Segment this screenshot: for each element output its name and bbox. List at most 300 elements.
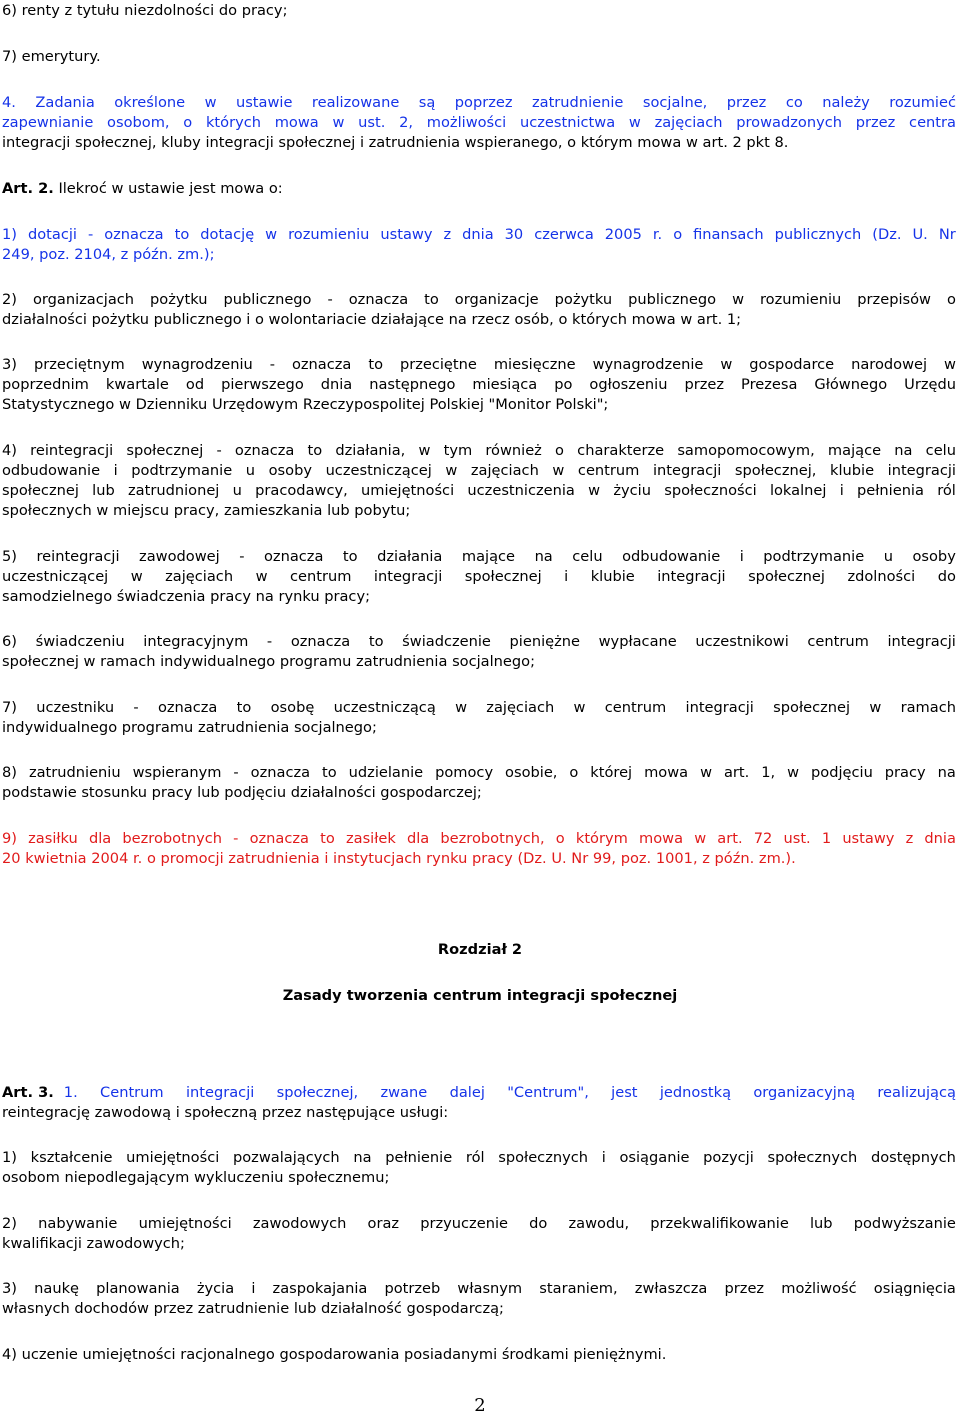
word: kwartale [105, 376, 169, 393]
word: to [342, 548, 358, 565]
word: o [555, 830, 565, 847]
word: którym [575, 830, 628, 847]
word: w [332, 114, 345, 131]
word: tym [443, 442, 473, 459]
word: pieniężne [509, 633, 580, 650]
word: bezrobotnych, [440, 830, 545, 847]
word: - [87, 226, 94, 243]
word: społecznej [748, 568, 825, 585]
word: realizowane [311, 94, 400, 111]
word: u [883, 548, 893, 565]
word: zatrudnieniu [28, 764, 121, 781]
word: uczestniczącej [325, 462, 432, 479]
word: społecznej [464, 568, 542, 585]
word: 30 [504, 226, 524, 243]
word: uczestnictwa [519, 114, 616, 131]
word: ust. [783, 830, 811, 847]
word: zawodowej [139, 548, 220, 565]
word: miesiąca [472, 376, 538, 393]
word: i [564, 568, 569, 585]
article-heading-line [2, 1083, 956, 1103]
word: osoby [912, 548, 956, 565]
word: charakterze [577, 442, 665, 459]
word: organizacyjną [753, 1084, 856, 1101]
word: wynagrodzeniu [141, 356, 253, 373]
word: przepisów [857, 291, 931, 308]
word: zatrudnionej [128, 482, 220, 499]
word: życia [196, 1280, 235, 1297]
word: zapewnianie [2, 114, 94, 131]
word: społecznej [773, 699, 851, 716]
word: ust. [358, 114, 386, 131]
word: przez [724, 1280, 765, 1297]
word: 4. [2, 94, 16, 111]
word: kształcenie [30, 1149, 113, 1166]
word: udzielanie [348, 764, 424, 781]
word: pozwalających [232, 1149, 340, 1166]
word: dla [88, 830, 112, 847]
word: w [204, 94, 217, 111]
word: planowania [96, 1280, 180, 1297]
word: 2) [2, 1215, 17, 1232]
word: pełnienia [857, 482, 924, 499]
word: 3) [2, 1280, 17, 1297]
definition-line: Statystycznego w Dzienniku Urzędowym Rzeczypospolitej Polskiej "Monitor Polski"; [2, 396, 609, 413]
word: 4) [2, 442, 17, 459]
word: narodowej [851, 356, 928, 373]
word: 2) [2, 291, 17, 308]
word: 1) [2, 1149, 17, 1166]
word: dalej [449, 1084, 485, 1101]
word: prowadzonych [736, 114, 842, 131]
word: wypłacane [598, 633, 677, 650]
word: zawodowych [252, 1215, 347, 1232]
word: samopomocowym, [677, 442, 815, 459]
word: zajęciach [165, 568, 234, 585]
word: społecznej, [276, 1084, 359, 1101]
word: oznacza [263, 548, 324, 565]
word: potrzeb [384, 1280, 441, 1297]
word: poprzednim [2, 376, 89, 393]
word: i [113, 462, 118, 479]
word: - [269, 356, 276, 373]
word: których [205, 114, 261, 131]
word: której [590, 764, 633, 781]
word: w [455, 699, 467, 716]
word: art. [717, 830, 743, 847]
word: integracji [685, 699, 754, 716]
word: lub [810, 1215, 833, 1232]
word: oznacza [348, 291, 409, 308]
word: o [673, 226, 683, 243]
word: - [133, 699, 139, 716]
word: społecznych [767, 1149, 858, 1166]
word: co [785, 94, 803, 111]
article-heading-line [2, 179, 283, 199]
word: i [839, 482, 844, 499]
word: pracy [884, 764, 926, 781]
word: 2, [399, 114, 414, 131]
word: Prezesa [741, 376, 798, 393]
word: zatrudnienie [531, 94, 624, 111]
word: po [554, 376, 573, 393]
word: staraniem, [539, 1280, 618, 1297]
word: oznacza [290, 633, 351, 650]
word: - [233, 830, 239, 847]
word: ramach [900, 699, 956, 716]
word: w [869, 699, 882, 716]
word: centrum [604, 699, 667, 716]
word: zaspokajania [272, 1280, 368, 1297]
word: centra [909, 114, 956, 131]
word: dnia [462, 226, 494, 243]
word: to [320, 830, 335, 847]
word: zwane [380, 1084, 428, 1101]
word: w [418, 442, 431, 459]
word: uczestniczenia [467, 482, 575, 499]
word: uczestnikowi [695, 633, 789, 650]
word: oznacza [157, 699, 218, 716]
word: jest [611, 1084, 638, 1101]
word: publicznego [628, 291, 717, 308]
word: podwyższanie [853, 1215, 956, 1232]
word: o [183, 114, 193, 131]
word: bezrobotnych [122, 830, 222, 847]
definition-line [2, 375, 956, 395]
word: przeciętne [399, 356, 477, 373]
word: w [255, 568, 268, 585]
word: przez [855, 114, 896, 131]
definition-line: podstawie stosunku pracy lub podjęciu działalności gospodarczej; [2, 784, 482, 801]
word: w [445, 462, 458, 479]
word: klubie [830, 462, 875, 479]
word: pożytku [554, 291, 613, 308]
word: w [720, 356, 733, 373]
word: w [732, 291, 744, 308]
word: w [787, 764, 800, 781]
definition-line [2, 225, 956, 245]
definition-line: społecznych w miejscu pracy, zamieszkania lub pobytu; [2, 502, 411, 519]
word: to [368, 633, 384, 650]
word: dnia [924, 830, 956, 847]
word: podtrzymanie [131, 462, 233, 479]
word: umiejętności [138, 1215, 232, 1232]
word: to [307, 442, 323, 459]
word: osobę [270, 699, 315, 716]
word: ustawie [235, 94, 293, 111]
word: z [443, 226, 452, 243]
word: ustawy [380, 226, 433, 243]
word: gospodarce [749, 356, 835, 373]
word: społecznych [498, 1149, 589, 1166]
article-number: Art. 2. [2, 180, 54, 197]
paragraph-line [2, 93, 956, 113]
word: to [368, 356, 383, 373]
word: r. [652, 226, 663, 243]
definition-line-amended: 20 kwietnia 2004 r. o promocji zatrudnienia i instytucjach rynku pracy (Dz. U. Nr 99, poz. 1001, z późn. zm.). [2, 850, 796, 867]
word: w [588, 482, 601, 499]
word: w [265, 226, 278, 243]
word: realizującą [877, 1084, 956, 1101]
word: określone [114, 94, 186, 111]
word: centrum [289, 568, 352, 585]
word: U. [912, 226, 928, 243]
word: 72 [753, 830, 773, 847]
word: miesięczne [493, 356, 576, 373]
word: umiejętności [361, 482, 455, 499]
word: następnego [369, 376, 456, 393]
word: - [216, 442, 222, 459]
word: są [418, 94, 436, 111]
word: 5) [2, 548, 17, 565]
word: centrum [807, 633, 869, 650]
word: publicznych [774, 226, 862, 243]
word: celu [572, 548, 603, 565]
word: integracji [185, 1084, 255, 1101]
word: ogłoszeniu [589, 376, 668, 393]
word: - [327, 291, 333, 308]
word: w [694, 830, 707, 847]
list-item [2, 1214, 956, 1234]
word: pracodawcy, [255, 482, 348, 499]
word: oznacza [104, 226, 164, 243]
word: ustawy [842, 830, 895, 847]
word: jednostką [659, 1084, 732, 1101]
word: mające [827, 442, 882, 459]
word: art. [723, 764, 750, 781]
word: oznacza [249, 830, 309, 847]
word: osobom, [107, 114, 170, 131]
word: wynagrodzenie [592, 356, 704, 373]
word: odbudowanie [2, 462, 101, 479]
word: u [245, 462, 256, 479]
word: to [174, 226, 190, 243]
word: w [552, 462, 565, 479]
word: zasiłku [28, 830, 78, 847]
article-body [64, 1083, 956, 1103]
word: naukę [34, 1280, 79, 1297]
word: 1 [821, 830, 832, 847]
word: oraz [367, 1215, 400, 1232]
word: integracji [373, 568, 443, 585]
definition-line [2, 547, 956, 567]
word: z [905, 830, 914, 847]
word: dnia [320, 376, 353, 393]
word: czerwca [534, 226, 594, 243]
word: pozycji [703, 1149, 754, 1166]
word: na [937, 764, 956, 781]
list-item: osobom niepodlegającym wykluczeniu społecznemu; [2, 1169, 390, 1186]
word: w [573, 699, 586, 716]
word: 8) [2, 764, 17, 781]
word: zajęciach [470, 462, 539, 479]
word: organizacje [454, 291, 539, 308]
word: reintegracji [30, 442, 114, 459]
word: przekwalifikowanie [650, 1215, 789, 1232]
word: zdolności [847, 568, 916, 585]
word: własnym [457, 1280, 523, 1297]
word: przeciętnym [33, 356, 125, 373]
word: możliwości [426, 114, 507, 131]
word: poprzez [454, 94, 513, 111]
word: integracji [652, 462, 722, 479]
article-number: Art. 3. [2, 1084, 54, 1101]
word: zawodu, [568, 1215, 630, 1232]
definition-line [2, 481, 956, 501]
word: przez [726, 94, 767, 111]
word: możliwość [781, 1280, 857, 1297]
definition-line [2, 763, 956, 783]
word: u [232, 482, 242, 499]
word: mające [461, 548, 516, 565]
word: życiu [613, 482, 651, 499]
word: reintegracji [36, 548, 120, 565]
word: na [534, 548, 553, 565]
word: należy [822, 94, 870, 111]
definition-line-amended [2, 829, 956, 849]
word: dotację [200, 226, 255, 243]
word: - [233, 764, 239, 781]
word: oznacza [250, 764, 311, 781]
word: ról [465, 1149, 485, 1166]
word: zasiłek [345, 830, 396, 847]
word: Urzędu [904, 376, 956, 393]
word: w [628, 114, 641, 131]
word: lub [92, 482, 115, 499]
paragraph-line: integracji społecznej, kluby integracji społecznej i zatrudnienia wspieranego, o którym mowa w art. 2 pkt 8. [2, 134, 789, 151]
word: mowa [644, 764, 689, 781]
word: Nr [938, 226, 956, 243]
word: o [569, 764, 579, 781]
word: o [946, 291, 956, 308]
word: (Dz. [872, 226, 902, 243]
word: podjęciu [811, 764, 873, 781]
word: - [239, 548, 245, 565]
definition-line [2, 461, 956, 481]
word: społecznej, [734, 462, 817, 479]
word: 1, [761, 764, 776, 781]
list-item [2, 1279, 956, 1299]
definition-line [2, 567, 956, 587]
word: na [353, 1149, 372, 1166]
word: pożytku [150, 291, 208, 308]
word: 6) [2, 633, 17, 650]
word: lokalnej [769, 482, 827, 499]
word: społecznej [126, 442, 204, 459]
word: umiejętności [126, 1149, 220, 1166]
word: świadczeniu [35, 633, 125, 650]
word: socjalne, [642, 94, 708, 111]
word: dla [406, 830, 430, 847]
article-intro: Ilekroć w ustawie jest mowa o: [58, 180, 283, 197]
list-item: własnych dochodów przez zatrudnienie lub działalność gospodarczą; [2, 1300, 504, 1317]
paragraph-line [2, 113, 956, 133]
word: do [529, 1215, 548, 1232]
word: do [937, 568, 956, 585]
word: uczestniczącej [2, 568, 109, 585]
word: podtrzymanie [763, 548, 865, 565]
paragraph-line: reintegrację zawodową i społeczną przez następujące usługi: [2, 1104, 449, 1121]
word: społecznej [2, 482, 79, 499]
word: Głównego [814, 376, 888, 393]
word: mowa [274, 114, 319, 131]
word: świadczenie [402, 633, 491, 650]
word: również [485, 442, 542, 459]
word: Zadania [35, 94, 95, 111]
word: uczestniku [36, 699, 115, 716]
word: klubie [590, 568, 635, 585]
definition-line: samodzielnego świadczenia pracy na rynku pracy; [2, 588, 371, 605]
word: - [266, 633, 273, 650]
word: uczestniczącą [333, 699, 436, 716]
definition-line [2, 441, 956, 461]
word: oznacza [234, 442, 295, 459]
word: w [944, 356, 956, 373]
word: wspieranym [132, 764, 222, 781]
word: rozumieniu [288, 226, 370, 243]
word: to [424, 291, 439, 308]
word: organizacjach [32, 291, 135, 308]
word: dotacji [27, 226, 77, 243]
word: nabywanie [38, 1215, 118, 1232]
word: 7) [2, 699, 17, 716]
list-item [2, 1148, 956, 1168]
word: rozumieniu [759, 291, 842, 308]
word: integracyjnym [143, 633, 249, 650]
chapter-subtitle: Zasady tworzenia centrum integracji społecznej [282, 987, 678, 1004]
word: w [700, 764, 712, 781]
word: zajęciach [654, 114, 723, 131]
word: oznacza [291, 356, 352, 373]
definition-line: indywidualnego programu zatrudnienia socjalnego; [2, 719, 377, 736]
word: dostępnych [870, 1149, 956, 1166]
word: na [894, 442, 913, 459]
definition-line: działalności pożytku publicznego i o wolontariacie działające na rzecz osób, o których mowa w art. 1; [2, 311, 742, 328]
word: działania [377, 548, 443, 565]
definition-line [2, 355, 956, 375]
list-item: 6) renty z tytułu niezdolności do pracy; [2, 2, 288, 19]
definition-line [2, 290, 956, 310]
definition-line: społecznej w ramach indywidualnego programu zatrudnienia socjalnego; [2, 653, 536, 670]
word: celu [925, 442, 956, 459]
word: rozumieć [889, 94, 956, 111]
word: w [130, 568, 143, 585]
word: i [739, 548, 744, 565]
word: finansach [693, 226, 764, 243]
word: integracji [657, 568, 726, 585]
word: przyuczenie [420, 1215, 508, 1232]
word: działania, [335, 442, 406, 459]
definition-line [2, 698, 956, 718]
word: 1) [2, 226, 17, 243]
word: osobie, [505, 764, 558, 781]
word: osiągnięcia [873, 1280, 956, 1297]
word: 3) [2, 356, 17, 373]
word: zajęciach [486, 699, 555, 716]
word: integracji [887, 462, 956, 479]
word: osoby [268, 462, 312, 479]
word: "Centrum", [507, 1084, 589, 1101]
word: zwłaszcza [634, 1280, 708, 1297]
list-item: 4) uczenie umiejętności racjonalnego gospodarowania posiadanymi środkami pieniężnymi. [2, 1346, 667, 1363]
word: pierwszego [221, 376, 304, 393]
word: centrum [577, 462, 640, 479]
chapter-title: Rozdział 2 [437, 941, 523, 958]
word: przez [684, 376, 725, 393]
word: 2005 [604, 226, 642, 243]
word: publicznego [223, 291, 312, 308]
word: odbudowanie [622, 548, 721, 565]
